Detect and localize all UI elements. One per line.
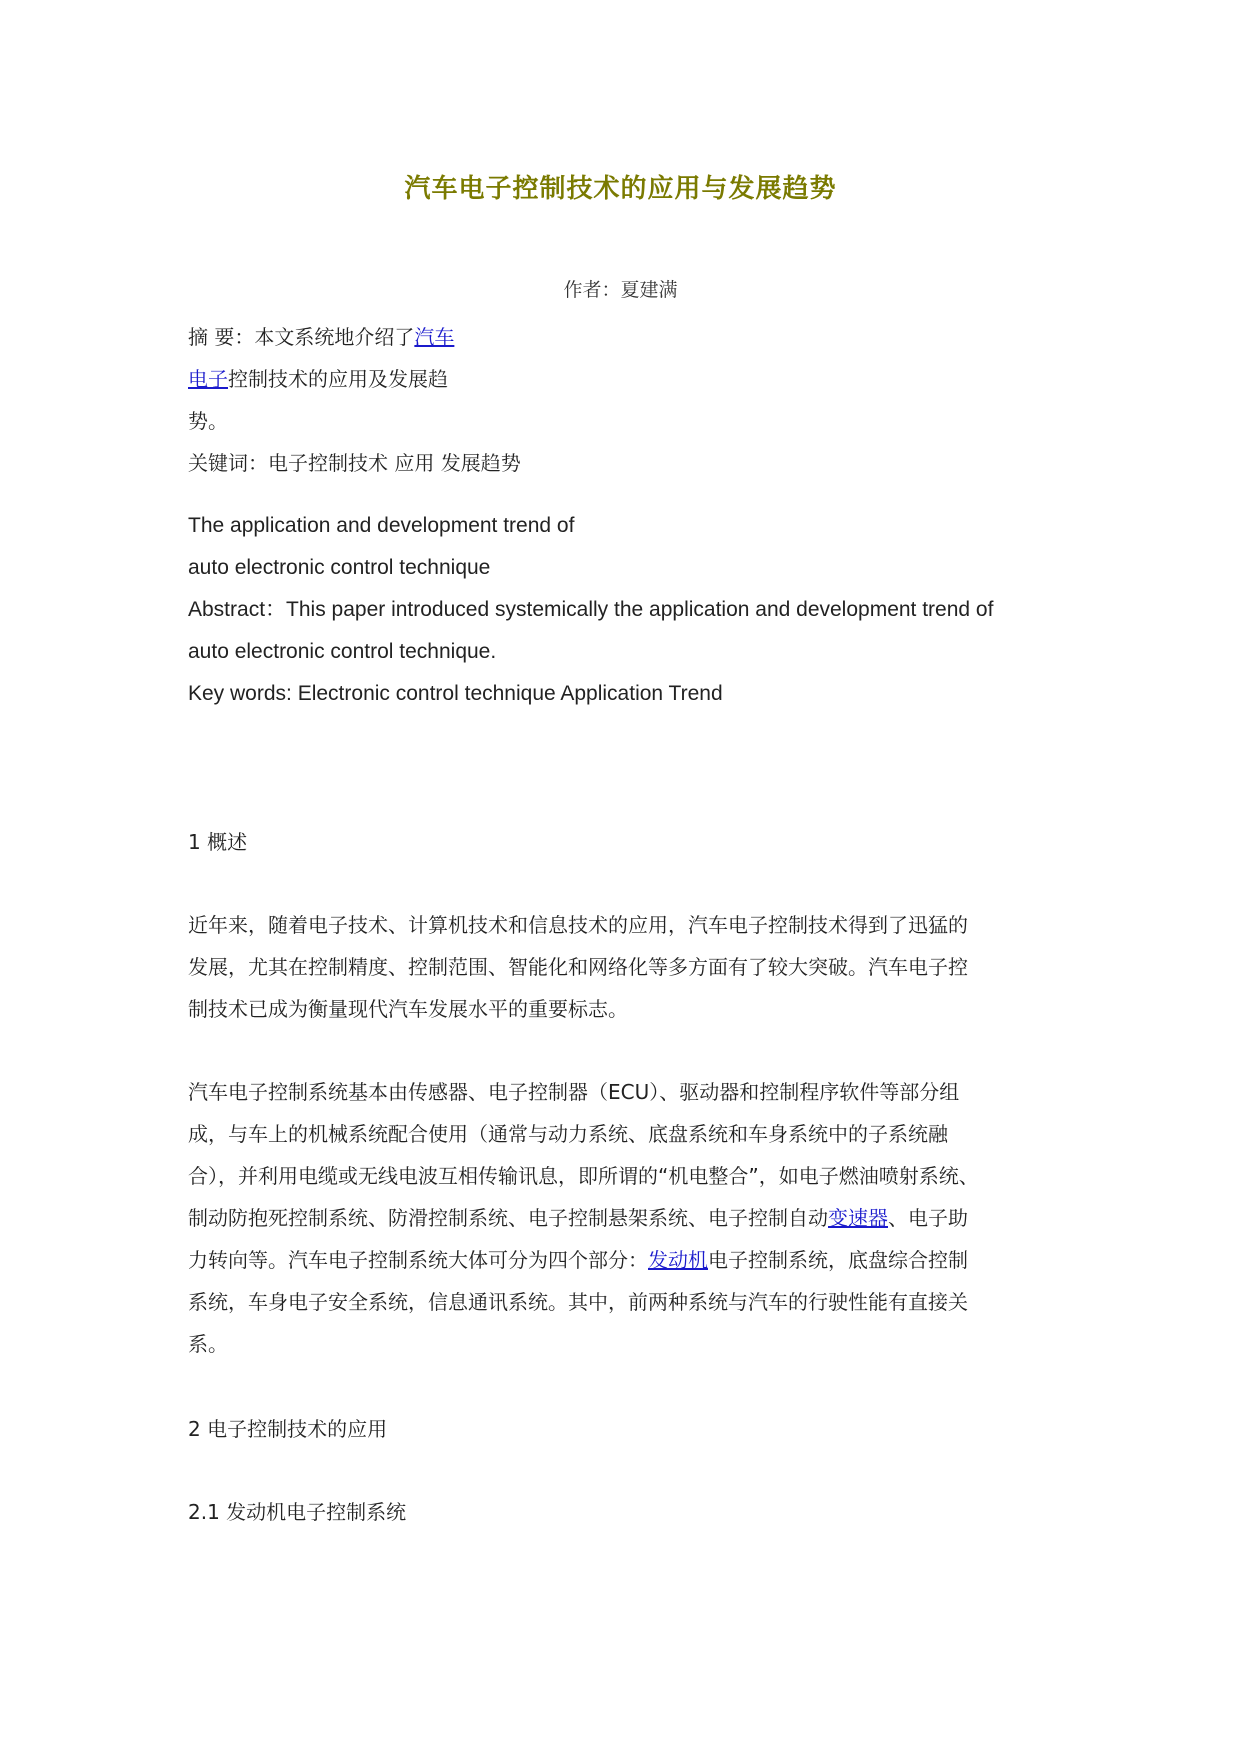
p2-line-4 xyxy=(188,1197,979,1239)
abstract-cn-line2-text: 控制技术的应用及发展趋 xyxy=(228,367,448,391)
p1-line-2: 发展，尤其在控制精度、控制范围、智能化和网络化等多方面有了较大突破。汽车电子控 xyxy=(188,955,968,979)
en-keywords: Key words: Electronic control technique Application Trend xyxy=(188,682,723,705)
section-1-paragraph-1 xyxy=(188,904,968,1030)
p2-line-5-pre: 力转向等。汽车电子控制系统大体可分为四个部分： xyxy=(188,1248,648,1272)
author-line: 作者：夏建满 xyxy=(563,279,678,301)
section-2-heading-text: 2 电子控制技术的应用 xyxy=(188,1417,388,1441)
abstract-en xyxy=(188,505,993,715)
subsection-2-1-text: 2.1 发动机电子控制系统 xyxy=(188,1500,407,1524)
section-2-heading xyxy=(188,1408,387,1450)
document-title: 汽车电子控制技术的应用与发展趋势 xyxy=(404,174,837,204)
section-1-heading-text: 1 概述 xyxy=(188,830,248,854)
section-1-paragraph-2 xyxy=(188,1071,979,1365)
abstract-cn-line-2 xyxy=(188,358,521,400)
p2-line-3: 合），并利用电缆或无线电波互相传输讯息，即所谓的“机电整合”，如电子燃油喷射系统、 xyxy=(188,1164,979,1188)
keywords-cn: 关键词：电子控制技术 应用 发展趋势 xyxy=(188,451,521,475)
link-fadongji[interactable]: 发动机 xyxy=(648,1248,708,1272)
abstract-cn xyxy=(188,316,521,484)
p2-line-1: 汽车电子控制系统基本由传感器、电子控制器（ECU）、驱动器和控制程序软件等部分组 xyxy=(188,1080,960,1104)
p2-line-5 xyxy=(188,1239,979,1281)
en-title-line-1: The application and development trend of xyxy=(188,514,575,537)
abstract-cn-prefix: 摘 要：本文系统地介绍了 xyxy=(188,325,415,349)
en-abstract-line-1: Abstract：This paper introduced systemically the application and development trend of xyxy=(188,598,994,621)
subsection-2-1-heading xyxy=(188,1491,406,1533)
link-qiche[interactable]: 汽车 xyxy=(414,325,455,349)
p2-line-7: 系。 xyxy=(188,1332,228,1356)
p2-line-4-post: 、电子助 xyxy=(888,1206,968,1230)
en-title-line-2: auto electronic control technique xyxy=(188,556,491,579)
abstract-cn-line-3: 势。 xyxy=(188,409,228,433)
p2-line-4-pre: 制动防抱死控制系统、防滑控制系统、电子控制悬架系统、电子控制自动 xyxy=(188,1206,828,1230)
link-biansuqi[interactable]: 变速器 xyxy=(828,1206,888,1230)
p1-line-3: 制技术已成为衡量现代汽车发展水平的重要标志。 xyxy=(188,997,628,1021)
link-dianzi[interactable]: 电子 xyxy=(188,367,228,391)
p1-line-1: 近年来，随着电子技术、计算机技术和信息技术的应用，汽车电子控制技术得到了迅猛的 xyxy=(188,913,968,937)
p2-line-2: 成，与车上的机械系统配合使用（通常与动力系统、底盘系统和车身系统中的子系统融 xyxy=(188,1122,948,1146)
abstract-cn-line-1 xyxy=(188,316,521,358)
p2-line-5-post: 电子控制系统，底盘综合控制 xyxy=(708,1248,968,1272)
en-abstract-line-2: auto electronic control technique. xyxy=(188,640,497,663)
p2-line-6: 系统，车身电子安全系统，信息通讯系统。其中，前两种系统与汽车的行驶性能有直接关 xyxy=(188,1290,968,1314)
section-1-heading xyxy=(188,821,247,863)
